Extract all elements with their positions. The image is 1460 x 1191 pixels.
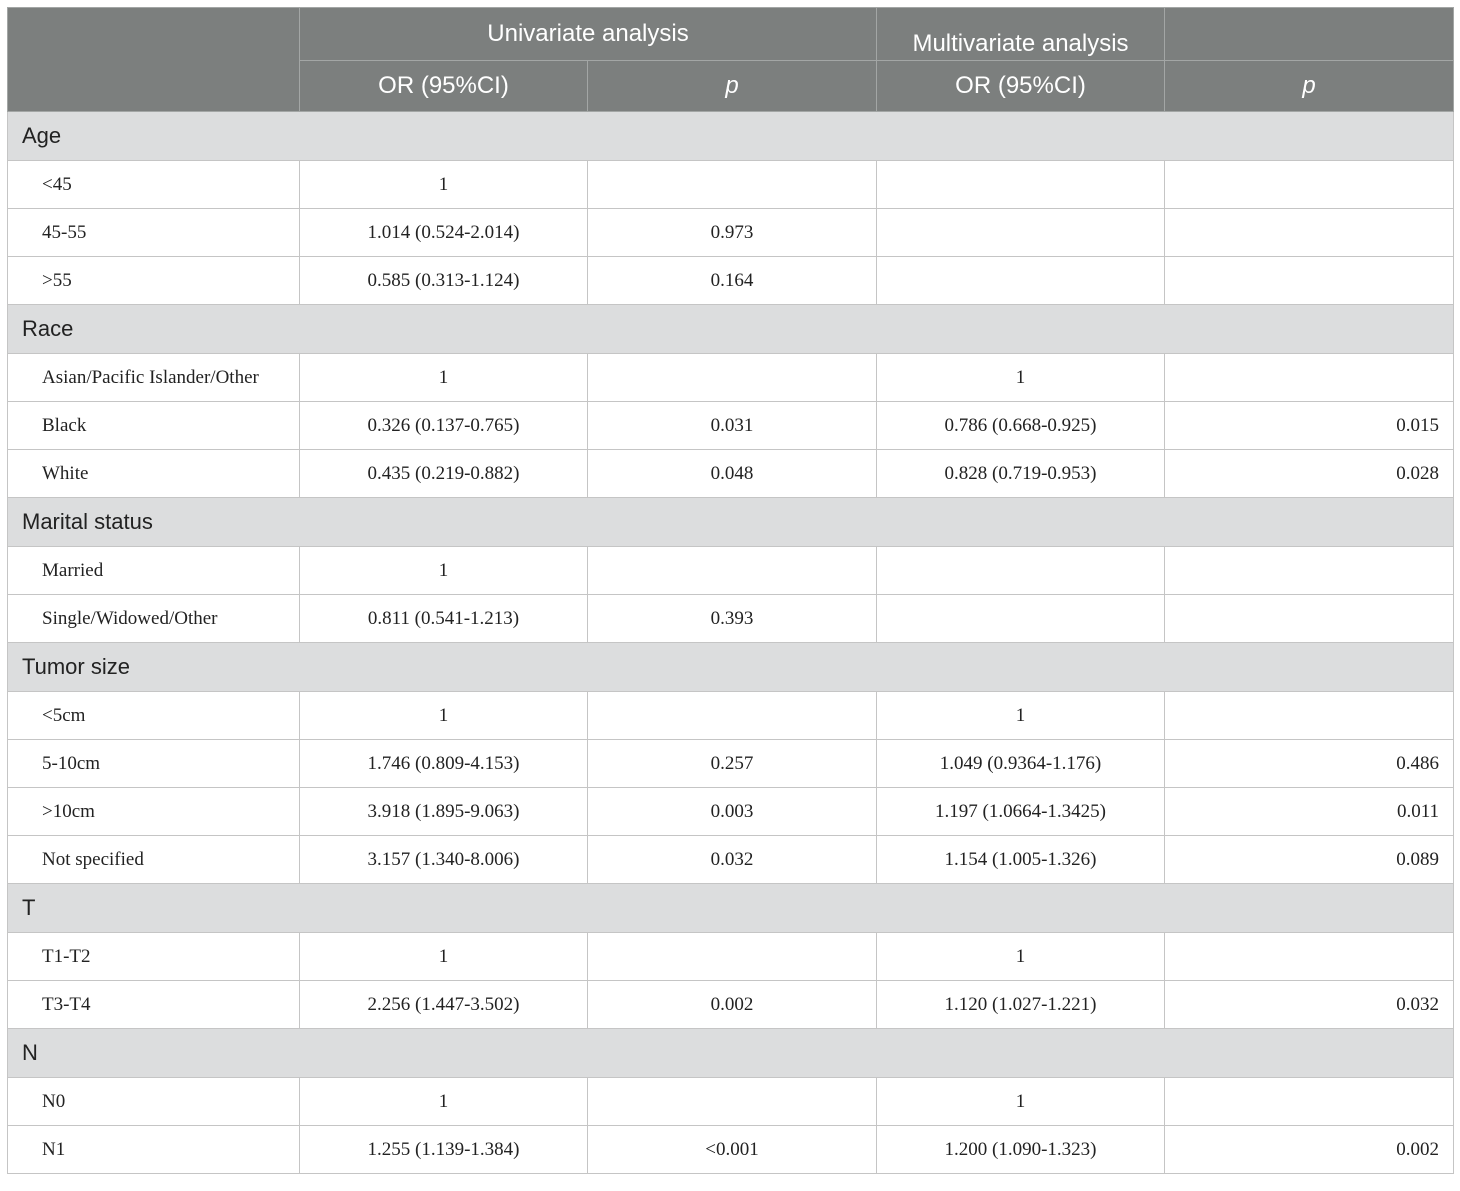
cell-uni-or: 1.746 (0.809-4.153) <box>300 740 588 788</box>
cell-uni-p: 0.257 <box>588 740 877 788</box>
cell-uni-p <box>588 547 877 595</box>
table-row <box>8 1078 1454 1126</box>
cell-multi-p: 0.002 <box>1165 1126 1454 1174</box>
table-row <box>8 450 1454 498</box>
cell-multi-p <box>1165 209 1454 257</box>
cell-multi-p <box>1165 547 1454 595</box>
cell-label: White <box>8 450 300 498</box>
cell-label: Married <box>8 547 300 595</box>
table-row <box>8 354 1454 402</box>
cell-uni-p: 0.002 <box>588 981 877 1029</box>
header-univariate: Univariate analysis <box>300 8 877 61</box>
cell-multi-or: 1 <box>877 1078 1165 1126</box>
table-row <box>8 402 1454 450</box>
cell-multi-p: 0.015 <box>1165 402 1454 450</box>
cell-uni-or: 1 <box>300 161 588 209</box>
cell-multi-or: 1.049 (0.9364-1.176) <box>877 740 1165 788</box>
table-header <box>8 8 1454 112</box>
cell-uni-or: 0.585 (0.313-1.124) <box>300 257 588 305</box>
cell-label: >55 <box>8 257 300 305</box>
table-row <box>8 595 1454 643</box>
cell-label: T1-T2 <box>8 933 300 981</box>
cell-multi-or <box>877 161 1165 209</box>
group-header-row <box>8 112 1454 161</box>
cell-multi-or: 1.154 (1.005-1.326) <box>877 836 1165 884</box>
cell-multi-p <box>1165 692 1454 740</box>
group-header-row <box>8 1029 1454 1078</box>
cell-label: 45-55 <box>8 209 300 257</box>
header-blank-cell <box>8 8 300 112</box>
cell-multi-or <box>877 595 1165 643</box>
cell-uni-or: 0.326 (0.137-0.765) <box>300 402 588 450</box>
cell-uni-p <box>588 1078 877 1126</box>
cell-uni-or: 1.255 (1.139-1.384) <box>300 1126 588 1174</box>
cell-uni-p <box>588 354 877 402</box>
cell-uni-p: 0.164 <box>588 257 877 305</box>
cell-label: <45 <box>8 161 300 209</box>
table-row <box>8 161 1454 209</box>
cell-uni-or: 1 <box>300 1078 588 1126</box>
cell-label: >10cm <box>8 788 300 836</box>
header-uni-p: p <box>588 61 877 112</box>
cell-uni-p: 0.048 <box>588 450 877 498</box>
header-multi-or-ci: OR (95%CI) <box>877 61 1165 112</box>
cell-uni-p: 0.973 <box>588 209 877 257</box>
cell-label: <5cm <box>8 692 300 740</box>
cell-label: N1 <box>8 1126 300 1174</box>
cell-uni-or: 3.157 (1.340-8.006) <box>300 836 588 884</box>
cell-uni-p: <0.001 <box>588 1126 877 1174</box>
cell-label: N0 <box>8 1078 300 1126</box>
group-header-row <box>8 884 1454 933</box>
cell-uni-or: 1 <box>300 692 588 740</box>
cell-multi-p: 0.486 <box>1165 740 1454 788</box>
table-row <box>8 547 1454 595</box>
cell-multi-p <box>1165 257 1454 305</box>
group-label: Race <box>8 305 1454 354</box>
cell-multi-p: 0.089 <box>1165 836 1454 884</box>
cell-uni-or: 0.811 (0.541-1.213) <box>300 595 588 643</box>
odds-ratio-table <box>7 7 1454 1174</box>
cell-label: Asian/Pacific Islander/Other <box>8 354 300 402</box>
group-label: Age <box>8 112 1454 161</box>
group-header-row <box>8 498 1454 547</box>
cell-uni-or: 1 <box>300 547 588 595</box>
cell-label: Not specified <box>8 836 300 884</box>
cell-uni-p: 0.003 <box>588 788 877 836</box>
cell-multi-p: 0.028 <box>1165 450 1454 498</box>
cell-uni-p: 0.032 <box>588 836 877 884</box>
group-label: Marital status <box>8 498 1454 547</box>
table-row <box>8 209 1454 257</box>
cell-multi-p <box>1165 595 1454 643</box>
cell-multi-or <box>877 209 1165 257</box>
cell-uni-or: 3.918 (1.895-9.063) <box>300 788 588 836</box>
cell-multi-p <box>1165 354 1454 402</box>
cell-uni-or: 0.435 (0.219-0.882) <box>300 450 588 498</box>
table-row <box>8 981 1454 1029</box>
cell-uni-or: 2.256 (1.447-3.502) <box>300 981 588 1029</box>
cell-label: Black <box>8 402 300 450</box>
cell-multi-or <box>877 257 1165 305</box>
cell-multi-or: 1.200 (1.090-1.323) <box>877 1126 1165 1174</box>
cell-uni-p: 0.393 <box>588 595 877 643</box>
cell-multi-or: 0.786 (0.668-0.925) <box>877 402 1165 450</box>
header-uni-or-ci: OR (95%CI) <box>300 61 588 112</box>
group-header-row <box>8 305 1454 354</box>
header-multi-p: p <box>1165 61 1454 112</box>
cell-label: 5-10cm <box>8 740 300 788</box>
cell-multi-p <box>1165 933 1454 981</box>
cell-multi-p <box>1165 1078 1454 1126</box>
cell-label: Single/Widowed/Other <box>8 595 300 643</box>
group-label: T <box>8 884 1454 933</box>
cell-multi-or: 1 <box>877 933 1165 981</box>
cell-multi-or: 1.120 (1.027-1.221) <box>877 981 1165 1029</box>
header-multivariate: Multivariate analysis <box>877 8 1165 61</box>
table-row <box>8 257 1454 305</box>
table-row <box>8 788 1454 836</box>
cell-label: T3-T4 <box>8 981 300 1029</box>
cell-multi-p: 0.011 <box>1165 788 1454 836</box>
cell-multi-or: 0.828 (0.719-0.953) <box>877 450 1165 498</box>
cell-multi-p: 0.032 <box>1165 981 1454 1029</box>
cell-uni-p <box>588 933 877 981</box>
cell-uni-p <box>588 161 877 209</box>
cell-uni-or: 1 <box>300 933 588 981</box>
cell-multi-p <box>1165 161 1454 209</box>
cell-multi-or <box>877 547 1165 595</box>
cell-uni-p <box>588 692 877 740</box>
cell-uni-p: 0.031 <box>588 402 877 450</box>
table-row <box>8 836 1454 884</box>
table-row <box>8 933 1454 981</box>
table-row <box>8 1126 1454 1174</box>
group-header-row <box>8 643 1454 692</box>
header-blank-cell <box>1165 8 1454 61</box>
group-label: N <box>8 1029 1454 1078</box>
cell-multi-or: 1.197 (1.0664-1.3425) <box>877 788 1165 836</box>
table-row <box>8 692 1454 740</box>
table-body <box>8 112 1454 1174</box>
table-row <box>8 740 1454 788</box>
cell-uni-or: 1 <box>300 354 588 402</box>
cell-uni-or: 1.014 (0.524-2.014) <box>300 209 588 257</box>
cell-multi-or: 1 <box>877 354 1165 402</box>
group-label: Tumor size <box>8 643 1454 692</box>
cell-multi-or: 1 <box>877 692 1165 740</box>
